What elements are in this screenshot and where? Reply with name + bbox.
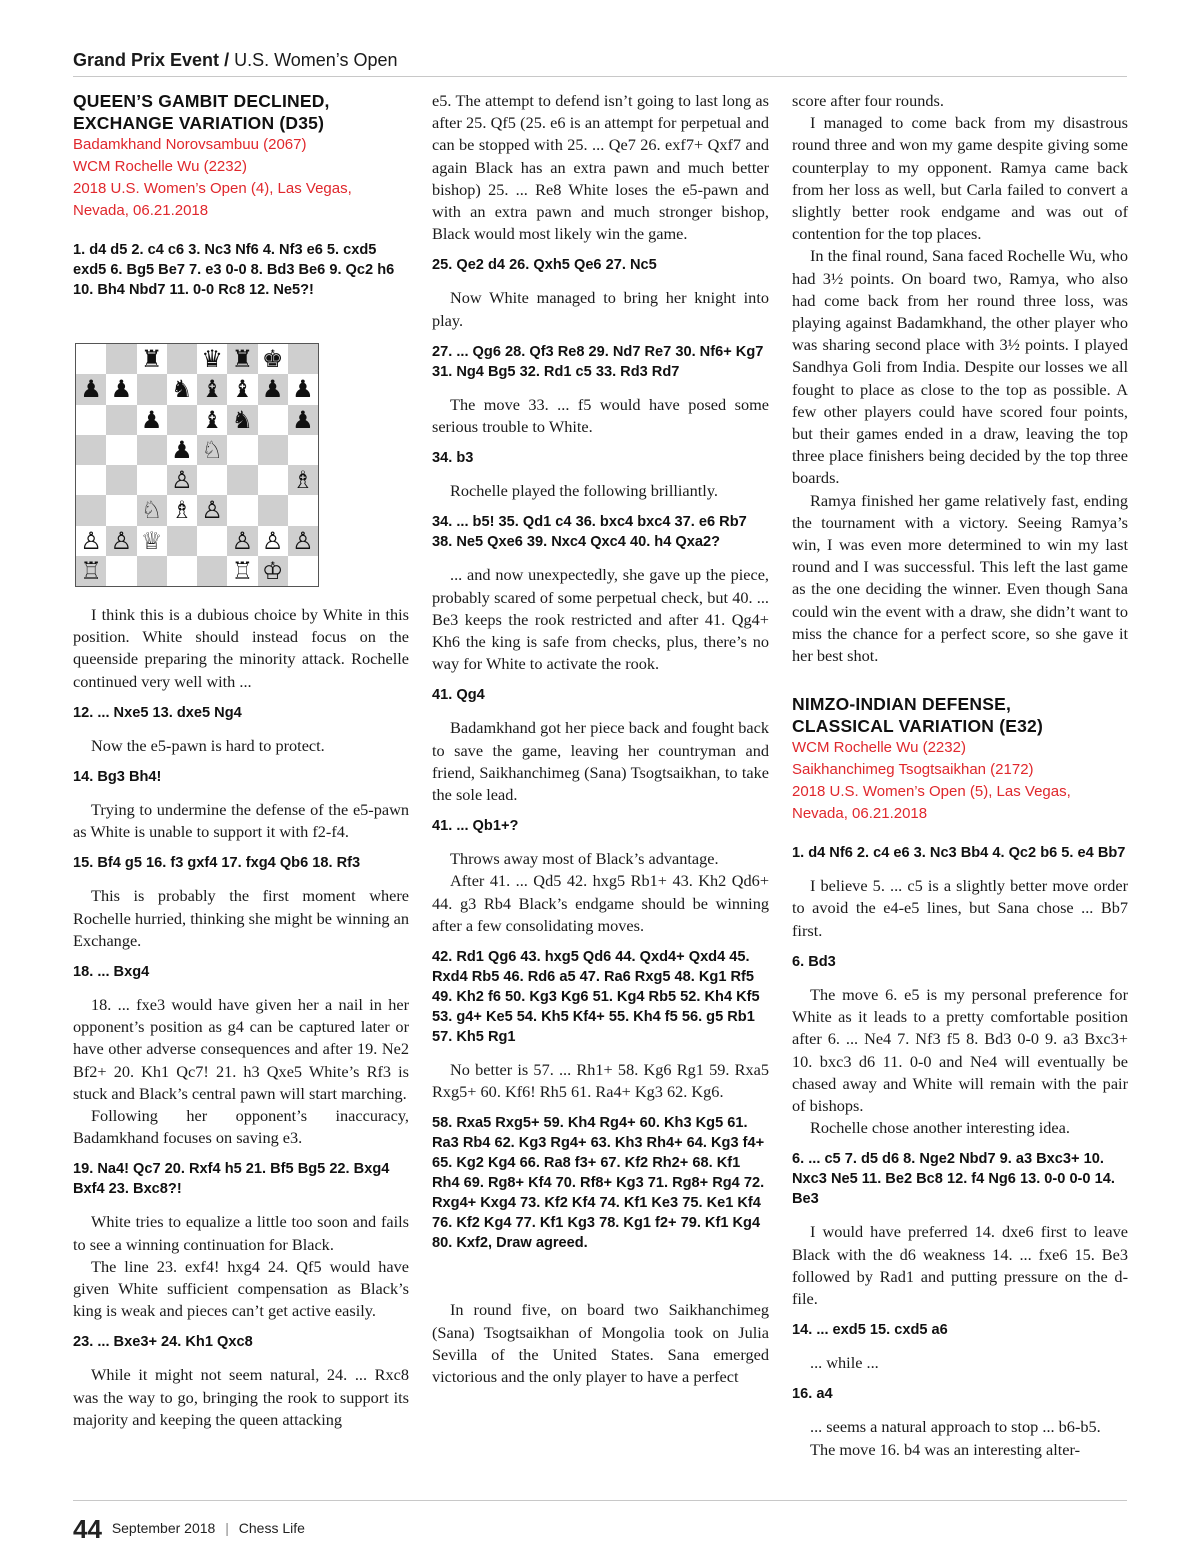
commentary-paragraph: The move 6. e5 is my personal preference for White as it leads to a pretty comfortable position after 6. ... Ne4 7. Nf3 f5 8. Bd3 0-0 9. a3 Bxc3+ 10. bxc3 d6 11. 0-0 and Ne4 will eventually be chased away and White will remain with the pair of bishops. xyxy=(792,984,1128,1115)
game2-title-line2: CLASSICAL VARIATION (E32) xyxy=(792,716,1043,737)
black-pawn-icon: ♟ xyxy=(137,405,167,435)
board-square xyxy=(76,405,106,435)
board-square xyxy=(106,465,136,495)
commentary-paragraph: I managed to come back from my disastrous round three and won my game despite giving some counterplay to my opponent. Ramya came back from her loss as well, but Carla failed to convert a slightly better rook endgame and was out of contention for the top places. xyxy=(792,113,1128,244)
commentary-paragraph: ... seems a natural approach to stop ... b6-b5. xyxy=(810,1417,1101,1437)
move-sequence: 14. ... exd5 15. cxd5 a6 xyxy=(792,1322,948,1339)
commentary-paragraph: ... and now unexpectedly, she gave up the piece, probably scared of some perpetual check, but 40. ... Be3 keeps the rook restricted and after 41. Qg4+ Kh6 the king is safe from checks, plus, there’s no way for White to activate the rook. xyxy=(432,565,769,674)
black-pawn-icon: ♟ xyxy=(106,374,136,404)
board-square xyxy=(76,344,106,374)
commentary-paragraph: The line 23. exf4! hxg4 24. Qf5 would have given White sufficient compensation as Black’s king is weak and pieces can’t get active easily. xyxy=(73,1256,409,1321)
move-sequence: 15. Bf4 g5 16. f3 gxf4 17. fxg4 Qb6 18. Rf3 xyxy=(73,855,361,872)
white-pawn-icon: ♙ xyxy=(106,526,136,556)
board-square xyxy=(167,556,197,586)
board-square xyxy=(76,495,106,525)
commentary-paragraph: Badamkhand got her piece back and fought back to save the game, leaving her countryman and friend, Saikhanchimeg (Sana) Tsogtsaikhan, to take the sole lead. xyxy=(432,718,769,805)
white-rook-icon: ♖ xyxy=(227,556,257,586)
commentary-paragraph: Throws away most of Black’s advantage. xyxy=(450,849,719,869)
footer-separator: | xyxy=(225,1520,229,1537)
commentary-paragraph: Now White managed to bring her knight into play. xyxy=(432,288,769,330)
black-bishop-icon: ♝ xyxy=(197,405,227,435)
commentary-paragraph: No better is 57. ... Rh1+ 58. Kg6 Rg1 59. Rxa5 Rxg5+ 60. Kf6! Rh5 61. Ra4+ Kg3 62. Kg6. xyxy=(432,1060,769,1102)
board-square xyxy=(227,495,257,525)
column-1-moves-intro xyxy=(73,240,409,300)
commentary-paragraph: White tries to equalize a little too soon and fails to see a winning continuation for Black. xyxy=(73,1212,409,1254)
game1-title-line1: QUEEN’S GAMBIT DECLINED, xyxy=(73,91,330,111)
move-sequence: 41. Qg4 xyxy=(432,687,485,704)
move-sequence: 27. ... Qg6 28. Qf3 Re8 29. Nd7 Re7 30. Nf6+ Kg7 31. Ng4 Bg5 32. Rd1 c5 33. Rd3 Rd7 xyxy=(432,343,764,380)
commentary-paragraph: Ramya finished her game relatively fast, ending the tournament with a victory. Seeing Ramya’s win, I was even more determined to win my last round and I was successful. This left the last game as the one deciding the winner. Even though Sana could win the event with a draw, she didn’t want to miss the chance for a perfect score, so she gave it her best shot. xyxy=(792,490,1128,666)
column-1 xyxy=(73,90,409,1429)
board-square xyxy=(288,435,318,465)
move-sequence: 1. d4 Nf6 2. c4 e6 3. Nc3 Bb4 4. Qc2 b6 5. e4 Bb7 xyxy=(792,845,1126,862)
commentary-paragraph: e5. The attempt to defend isn’t going to last long as after 25. Qf5 (25. e6 is an attempt for perpetual and can be stopped with 25. ... Qe7 26. exf7+ Qxf7 and again Black has an extra pawn and much better bishop) 25. ... Re8 White loses the e5-pawn and with an extra pawn and much stronger bishop, Black would most likely win the game. xyxy=(432,91,769,244)
board-square xyxy=(167,405,197,435)
board-square xyxy=(197,465,227,495)
move-sequence: 41. ... Qb1+? xyxy=(432,818,519,835)
board-square xyxy=(106,495,136,525)
move-sequence: 34. ... b5! 35. Qd1 c4 36. bxc4 bxc4 37. e6 Rb7 38. Ne5 Qxe6 39. Nxc4 Qxc4 40. h4 Qxa2? xyxy=(432,514,747,551)
commentary-paragraph: In the final round, Sana faced Rochelle Wu, who had 3½ points. On board two, Ramya, who also had come back from her round three loss, was playing against Badamkhand, the other player who was sharing second place with 3½ points. I played Sandhya Goli from India. Despite our losses we all fought to place as close to the top as possible. A few other players could have scored four points, but their games ended in a draw, leaving the top three place finishers being decided by the top three boards. xyxy=(792,246,1128,488)
game2-title-line1: NIMZO-INDIAN DEFENSE, xyxy=(792,694,1012,715)
move-sequence: 6. ... c5 7. d5 d6 8. Nge2 Nbd7 9. a3 Bxc3+ 10. Nxc3 Ne5 11. Be2 Bc8 12. f4 Ng6 13. 0-0 0-0 14. Be3 xyxy=(792,1151,1115,1208)
black-rook-icon: ♜ xyxy=(137,344,167,374)
board-square xyxy=(106,344,136,374)
board-square xyxy=(197,556,227,586)
board-square xyxy=(197,526,227,556)
white-pawn-icon: ♙ xyxy=(197,495,227,525)
white-bishop-icon: ♗ xyxy=(167,495,197,525)
board-square xyxy=(288,556,318,586)
game2-black-player: Saikhanchimeg Tsogtsaikhan (2172) xyxy=(792,761,1034,779)
board-square xyxy=(137,465,167,495)
footer-magazine: Chess Life xyxy=(238,1520,305,1537)
white-knight-icon: ♘ xyxy=(137,495,167,525)
white-knight-icon: ♘ xyxy=(197,435,227,465)
board-square xyxy=(167,344,197,374)
board-square xyxy=(227,465,257,495)
move-sequence: 23. ... Bxe3+ 24. Kh1 Qxc8 xyxy=(73,1334,253,1351)
move-sequence: 58. Rxa5 Rxg5+ 59. Kh4 Rg4+ 60. Kh3 Kg5 61. Ra3 Rb4 62. Kg3 Rg4+ 63. Kh3 Rh4+ 64. Kg3 f4+ 65. Kg2 Kg4 66. Ra8 f3+ 67. Kf2 Rh2+ 68. Kf1 Rh4 69. Rg8+ Kf4 70. Rf8+ Kg3 71. Rg8+ Rg4 72. Rxg4+ Kxg4 73. Kf2 Kf4 74. Kf1 Ke3 75. Ke1 Kf4 76. Kf2 Kg4 77. Kf1 Kg3 78. Kg1 f2+ 79. Kf1 Kg4 80. Kxf2, Draw agreed. xyxy=(432,1115,765,1252)
black-knight-icon: ♞ xyxy=(227,405,257,435)
board-square xyxy=(167,526,197,556)
footer-rule xyxy=(73,1500,1127,1501)
white-pawn-icon: ♙ xyxy=(167,465,197,495)
commentary-paragraph: score after four rounds. xyxy=(792,91,944,110)
game1-title-line2: EXCHANGE VARIATION (D35) xyxy=(73,113,325,133)
game2-event-line2: Nevada, 06.21.2018 xyxy=(792,805,928,823)
white-king-icon: ♔ xyxy=(258,556,288,586)
board-square xyxy=(76,435,106,465)
white-bishop-icon: ♗ xyxy=(288,465,318,495)
header-rule xyxy=(73,76,1127,77)
board-square xyxy=(258,495,288,525)
board-square xyxy=(137,435,167,465)
board-square xyxy=(137,374,167,404)
black-pawn-icon: ♟ xyxy=(76,374,106,404)
column-1-text xyxy=(73,604,409,1431)
black-bishop-icon: ♝ xyxy=(227,374,257,404)
commentary-paragraph: While it might not seem natural, 24. ... Rxc8 was the way to go, bringing the rook to support its majority and keeping the queen attacking xyxy=(73,1365,409,1429)
black-bishop-icon: ♝ xyxy=(197,374,227,404)
commentary-paragraph: Rochelle played the following brilliantly. xyxy=(450,481,718,501)
column-2 xyxy=(432,90,769,1388)
move-sequence: 19. Na4! Qc7 20. Rxf4 h5 21. Bf5 Bg5 22. Bxg4 Bxf4 23. Bxc8?! xyxy=(73,1161,390,1198)
board-square xyxy=(258,435,288,465)
page-number: 44 xyxy=(73,1514,102,1544)
game2-white-player: WCM Rochelle Wu (2232) xyxy=(792,739,966,757)
white-pawn-icon: ♙ xyxy=(258,526,288,556)
running-header xyxy=(73,50,398,71)
game1-event-line2: Nevada, 06.21.2018 xyxy=(73,202,209,219)
header-event: U.S. Women’s Open xyxy=(234,50,398,70)
move-sequence: 14. Bg3 Bh4! xyxy=(73,769,162,786)
commentary-paragraph: 18. ... fxe3 would have given her a nail in her opponent’s position as g4 can be captured later or have other adverse consequences and after 19. Ne2 Bf2+ 20. Kh1 Qc7! 21. h3 Qxe5 White’s Rf3 is stuck and Black’s central pawn will start marching. xyxy=(73,995,409,1103)
black-pawn-icon: ♟ xyxy=(288,374,318,404)
commentary-paragraph: The move 33. ... f5 would have posed some serious trouble to White. xyxy=(432,394,769,437)
move-sequence: 42. Rd1 Qg6 43. hxg5 Qd6 44. Qxd4+ Qxd4 45. Rxd4 Rb5 46. Rd6 a5 47. Ra6 Rxg5 48. Kg1 Rf5 49. Kh2 f6 50. Kg3 Kg6 51. Kg4 Rb5 52. Kh4 Kf5 53. g4+ Ke5 54. Kh5 Kf4+ 55. Kh4 f5 56. g5 Rb1 57. Kh5 Rg1 xyxy=(432,949,760,1046)
board-square xyxy=(258,405,288,435)
board-square xyxy=(288,495,318,525)
board-square xyxy=(106,405,136,435)
move-sequence: 16. a4 xyxy=(792,1386,833,1403)
game1-white-player: Badamkhand Norovsambuu (2067) xyxy=(73,136,307,153)
move-sequence: 34. b3 xyxy=(432,450,474,467)
black-pawn-icon: ♟ xyxy=(167,435,197,465)
white-queen-icon: ♕ xyxy=(137,526,167,556)
commentary-paragraph: In round five, on board two Saikhanchimeg (Sana) Tsogtsaikhan of Mongolia took on Julia Sevilla of the United States. Sana emerged victorious and the only player to have a perfect xyxy=(432,1300,769,1387)
column-3 xyxy=(792,90,1128,1461)
board-square xyxy=(227,435,257,465)
footer-date: September 2018 xyxy=(111,1520,216,1537)
black-rook-icon: ♜ xyxy=(227,344,257,374)
commentary-paragraph: ... while ... xyxy=(810,1353,879,1373)
move-sequence: 12. ... Nxe5 13. dxe5 Ng4 xyxy=(73,704,242,721)
commentary-paragraph: I think this is a dubious choice by White in this position. White should instead focus on the queenside preparing the minority attack. Rochelle continued very well with ... xyxy=(73,605,409,691)
commentary-paragraph: Now the e5-pawn is hard to protect. xyxy=(91,735,325,755)
black-pawn-icon: ♟ xyxy=(258,374,288,404)
white-pawn-icon: ♙ xyxy=(288,526,318,556)
spacer xyxy=(432,1265,769,1289)
page-footer xyxy=(73,1514,305,1545)
commentary-paragraph: I believe 5. ... c5 is a slightly better move order to avoid the e4-e5 lines, but Sana chose ... Bb7 first. xyxy=(792,876,1128,940)
commentary-paragraph: I would have preferred 14. dxe6 first to leave Black with the d6 weakness 14. ... fxe6 15. Be3 followed by Rad1 and putting pressure on the d-file. xyxy=(792,1222,1128,1308)
board-square xyxy=(106,435,136,465)
column-3-narrative xyxy=(792,90,1128,667)
board-square xyxy=(258,465,288,495)
game1-event-line1: 2018 U.S. Women’s Open (4), Las Vegas, xyxy=(73,180,352,197)
move-sequence: 1. d4 d5 2. c4 c6 3. Nc3 Nf6 4. Nf3 e6 5. cxd5 exd5 6. Bg5 Be7 7. e3 0-0 8. Bd3 Be6 9. Qc2 h6 10. Bh4 Nbd7 11. 0-0 Rc8 12. Ne5?! xyxy=(73,242,395,298)
black-knight-icon: ♞ xyxy=(167,374,197,404)
black-king-icon: ♚ xyxy=(258,344,288,374)
move-sequence: 18. ... Bxg4 xyxy=(73,964,150,981)
game1-black-player: WCM Rochelle Wu (2232) xyxy=(73,158,247,175)
board-square xyxy=(288,344,318,374)
commentary-paragraph: The move 16. b4 was an interesting alter- xyxy=(810,1439,1081,1459)
move-sequence: 6. Bd3 xyxy=(792,953,836,970)
header-section: Grand Prix Event xyxy=(73,50,220,70)
game2-heading xyxy=(792,693,1128,825)
black-pawn-icon: ♟ xyxy=(288,405,318,435)
game2-event-line1: 2018 U.S. Women’s Open (5), Las Vegas, xyxy=(792,783,1071,801)
board-square xyxy=(137,556,167,586)
commentary-paragraph: After 41. ... Qd5 42. hxg5 Rb1+ 43. Kh2 Qd6+ 44. g3 Rb4 Black’s endgame should be winning after a few consolidating moves. xyxy=(432,871,769,935)
chess-diagram xyxy=(75,343,319,587)
black-queen-icon: ♛ xyxy=(197,344,227,374)
board-square xyxy=(106,556,136,586)
white-rook-icon: ♖ xyxy=(76,556,106,586)
commentary-paragraph: This is probably the first moment where Rochelle hurried, thinking she might be winning an Exchange. xyxy=(73,886,409,950)
white-pawn-icon: ♙ xyxy=(227,526,257,556)
board-square xyxy=(76,465,106,495)
white-pawn-icon: ♙ xyxy=(76,526,106,556)
commentary-paragraph: Following her opponent’s inaccuracy, Badamkhand focuses on saving e3. xyxy=(73,1106,409,1148)
column-3-game2 xyxy=(792,843,1128,1460)
commentary-paragraph: Rochelle chose another interesting idea. xyxy=(810,1118,1070,1138)
move-sequence: 25. Qe2 d4 26. Qxh5 Qe6 27. Nc5 xyxy=(432,257,657,274)
header-separator: / xyxy=(224,50,230,70)
commentary-paragraph: Trying to undermine the defense of the e5-pawn as White is unable to support it with f2-f4. xyxy=(73,800,409,842)
